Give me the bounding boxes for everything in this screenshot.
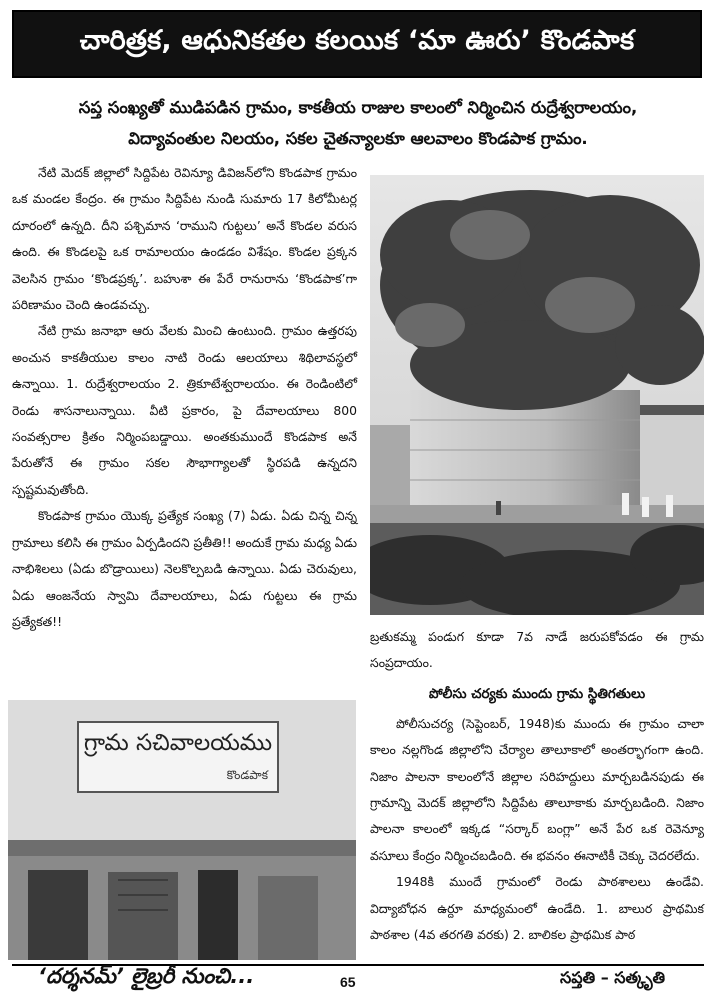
footer-source: ‘దర్శనమ్’ లైబ్రరీ నుంచి... xyxy=(38,964,255,988)
paragraph: పోలీసుచర్య (సెప్టెంబర్, 1948)కు ముందు ఈ గ్రామం చాలా కాలం నల్లగొండ జిల్లాలోని చేర్యాల తాలూకాలో అంతర్భాగంగా ఉంది. నిజాం పాలనా కాలంలోనే జిల్లాల సరిహద్దులు మార్చబడినపుడు ఈ గ్రామాన్ని మెదక్ జిల్లాలోని సిద్దిపేట తాలూకాకు మార్చబడింది. నిజాం పాలనా కాలంలో ఇక్కడ “సర్కార్ బంగ్లా” అనే పేర ఒక రెవెన్యూ వసూలు కేంద్రం నిర్మించబడింది. ఈ భవనం ఈనాటికీ చెక్కు చెదరలేదు. xyxy=(370,715,704,863)
paragraph: 1948కి ముందే గ్రామంలో రెండు పాఠశాలలు ఉండేవి. విద్యాబోధన ఉర్దూ మాధ్యమంలో ఉండేది. 1. బాలుర ప్రాథమిక పాఠశాల (4వ తరగతి వరకు) 2. బాలికల ప్రాథమిక పాఠ xyxy=(370,874,704,943)
intro-line-1: సప్త సంఖ్యతో ముడిపడిన గ్రామం, కాకతీయ రాజుల కాలంలో నిర్మించిన రుద్రేశ్వరాలయం, xyxy=(78,98,638,117)
intro-line-2: విద్యావంతుల నిలయం, సకల చైతన్యాలకూ ఆలవాలం కొండపాక గ్రామం. xyxy=(128,129,588,148)
paragraph: కొండపాక గ్రామం యొక్క ప్రత్యేక సంఖ్య (7) ఏడు. ఏడు చిన్న చిన్న గ్రామాలు కలిసి ఈ గ్రామం ఏర్పడిందని ప్రతీతి!! అందుకే గ్రామ మధ్య ఏడు నాభిశిలలు (ఏడు బొడ్రాయిలు) నెలకొల్పబడి ఉన్నాయి. ఏడు చెరువులు, ఏడు ఆంజనేయ స్వామి దేవాలయాలు, ఏడు గుట్టలు ఈ గ్రామ ప్రత్యేకత!! xyxy=(12,508,357,629)
title-banner xyxy=(12,10,702,78)
page-number: 65 xyxy=(340,974,356,990)
temple-photo xyxy=(370,175,704,615)
temple-photo-image xyxy=(370,175,704,615)
left-column xyxy=(12,160,357,635)
paragraph: నేటి గ్రామ జనాభా ఆరు వేలకు మించి ఉంటుంది. గ్రామం ఉత్తరపు అంచున కాకతీయుల కాలం నాటి రెండు ఆలయాలు శిథిలావస్థలో ఉన్నాయి. 1. రుద్రేశ్వరాలయం 2. త్రికూటేశ్వరాలయం. ఈ రెండింటిలో రెండు శాసనాలున్నాయి. వీటి ప్రకారం, పై దేవాలయాలు 800 సంవత్సరాల క్రితం నిర్మింపబడ్డాయి. అంతకుముందే కొండపాక అనే పేరుతోనే ఈ గ్రామం సకల సౌభాగ్యాలతో స్థిరపడి ఉన్నదని స్పష్టమవుతోంది. xyxy=(12,323,357,497)
article-title: చారిత్రక, ఆధునికతల కలయిక ‘మా ఊరు’ కొండపాక xyxy=(79,25,635,56)
right-column xyxy=(370,624,704,948)
section-subheading: పోలీసు చర్యకు ముందు గ్రామ స్థితిగతులు xyxy=(428,685,646,702)
footer-publication: సప్తతి – సత్కృతి xyxy=(560,968,666,987)
intro-deck xyxy=(12,92,704,154)
sign-sub: కొండపాక xyxy=(226,768,268,782)
paragraph: బ్రతుకమ్మ పండుగ కూడా 7వ నాడే జరుపకోవడం ఈ గ్రామ సంప్రదాయం. xyxy=(370,629,704,671)
sign-main: గ్రామ సచివాలయము xyxy=(83,730,273,756)
paragraph: నేటి మెదక్ జిల్లాలో సిద్దిపేట రెవిన్యూ డివిజన్‌లోని కొండపాక గ్రామం ఒక మండల కేంద్రం. ఈ గ్రామం సిద్దిపేట నుండి సుమారు 17 కిలోమీటర్ల దూరంలో ఉన్నది. దీని పశ్చిమాన ‘రాముని గుట్టలు’ అనే కొండల వరుస ఉంది. ఈ కొండలపై ఒక రామాలయం ఉండడం విశేషం. కొండల ప్రక్కన వెలసిన గ్రామం ‘కొండప్రక్క’. బహుశా ఈ పేరే రానురాను ‘కొండపాక’గా పరిణామం చెంది ఉండవచ్చు. xyxy=(12,165,357,313)
village-office-photo xyxy=(8,700,356,960)
